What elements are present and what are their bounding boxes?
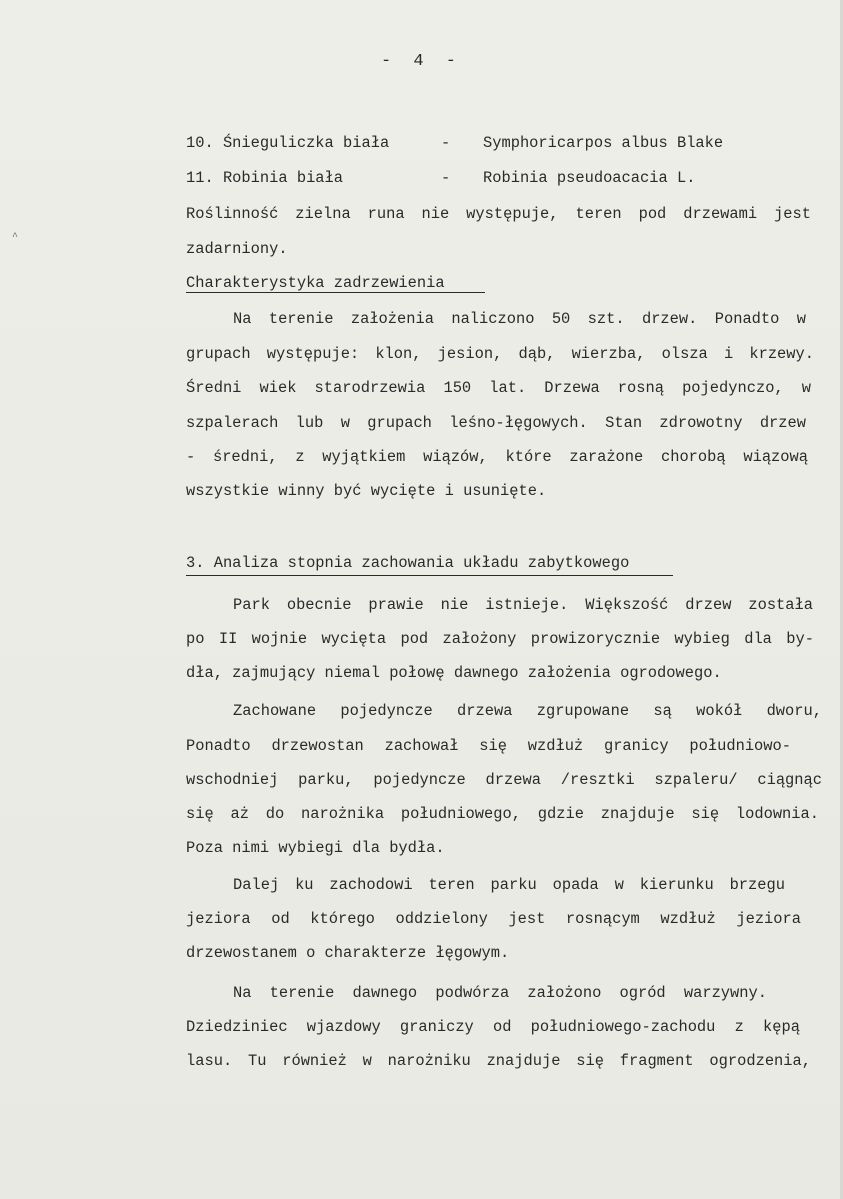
sec3-line-12: Na terenie dawnego podwórza założono ogród warzywny. [233,984,767,1002]
sec3-line-4: Zachowane pojedyncze drzewa zgrupowane są wokół dworu, [233,702,822,720]
intro-line-1: Roślinność zielna runa nie występuje, teren pod drzewami jest [186,205,811,223]
sec3-line-5: Ponadto drzewostan zachował się wzdłuż granicy południowo- [186,737,791,755]
sec3-line-3: dła, zajmujący niemal połowę dawnego założenia ogrodowego. [186,664,722,682]
species-10-name: 10. Śnieguliczka biała [186,134,390,152]
species-11-dash: - [441,169,451,187]
species-10-dash: - [441,134,451,152]
heading-underline [186,575,673,576]
char-line-3: Średni wiek starodrzewia 150 lat. Drzewa rosną pojedynczo, w [186,379,811,397]
species-11-name: 11. Robinia biała [186,169,344,187]
sec3-line-1: Park obecnie prawie nie istnieje. Większość drzew została [233,596,813,614]
sec3-line-7: się aż do narożnika południowego, gdzie znajduje się lodownia. [186,805,819,823]
sec3-line-11: drzewostanem o charakterze łęgowym. [186,944,510,962]
section-heading-3: 3. Analiza stopnia zachowania układu zabytkowego [186,554,630,572]
sec3-line-8: Poza nimi wybiegi dla bydła. [186,839,445,857]
sec3-line-10: jeziora od którego oddzielony jest rosnącym wzdłuż jeziora [186,910,801,928]
species-11-latin: Robinia pseudoacacia L. [483,169,696,187]
species-10-latin: Symphoricarpos albus Blake [483,134,724,152]
page-number: - 4 - [380,52,462,71]
sec3-line-2: po II wojnie wycięta pod założony prowizorycznie wybieg dla by- [186,630,814,648]
char-line-5: - średni, z wyjątkiem wiązów, które zarażone chorobą wiązową [186,448,808,466]
heading-underline [186,292,485,293]
char-line-2: grupach występuje: klon, jesion, dąb, wierzba, olsza i krzewy. [186,345,814,363]
char-line-6: wszystkie winny być wycięte i usunięte. [186,482,547,500]
sec3-line-14: lasu. Tu również w narożniku znajduje się fragment ogrodzenia, [186,1052,811,1070]
section-heading-charakterystyka: Charakterystyka zadrzewienia [186,274,445,292]
sec3-line-9: Dalej ku zachodowi teren parku opada w kierunku brzegu [233,876,785,894]
sec3-line-6: wschodniej parku, pojedyncze drzewa /resztki szpaleru/ ciągnąc [186,771,822,789]
char-line-4: szpalerach lub w grupach leśno-łęgowych. Stan zdrowotny drzew [186,414,806,432]
sec3-line-13: Dziedziniec wjazdowy graniczy od południowego-zachodu z kępą [186,1018,800,1036]
char-line-1: Na terenie założenia naliczono 50 szt. drzew. Ponadto w [233,310,806,328]
intro-line-2: zadarniony. [186,240,288,258]
margin-mark: ^ [12,232,19,243]
